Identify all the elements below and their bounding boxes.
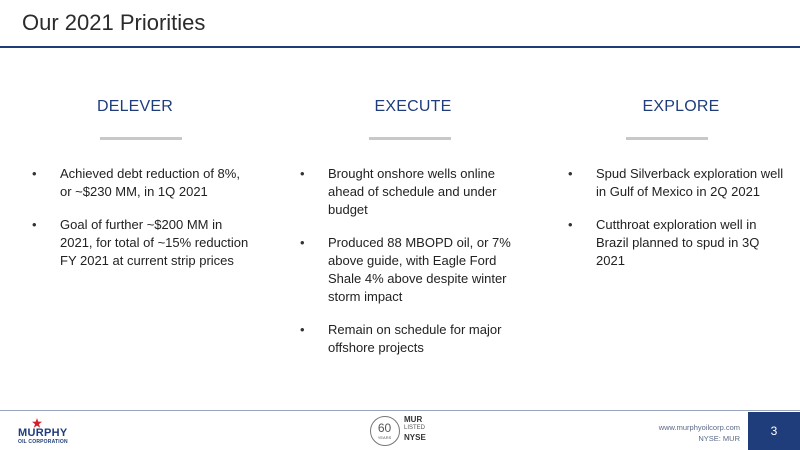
footer-ticker: NYSE: MUR: [698, 434, 740, 443]
seal-listed: LISTED: [404, 425, 426, 431]
logo-subtext: OIL CORPORATION: [18, 439, 68, 445]
logo-wordmark: MURPHY: [18, 427, 68, 439]
anniversary-badge: [370, 416, 400, 446]
bullet-list: [566, 165, 786, 285]
bullet-item: • Spud Silverback exploration well in Gulf of Mexico in 2Q 2021: [566, 165, 786, 201]
heading-underline: [100, 137, 182, 140]
bullet-item: • Remain on schedule for major offshore projects: [298, 321, 518, 357]
column-heading: EXPLORE: [642, 98, 720, 115]
heading-underline: [626, 137, 708, 140]
seal-exchange: NYSE: [404, 433, 426, 442]
murphy-logo: [18, 418, 78, 444]
nyse-listing-seal: [370, 414, 432, 448]
column-heading: DELEVER: [96, 98, 174, 115]
heading-underline: [369, 137, 451, 140]
bullet-item: • Brought onshore wells online ahead of schedule and under budget: [298, 165, 518, 219]
anniversary-number: 60: [377, 421, 392, 435]
page-number: 3: [770, 424, 778, 438]
bullet-item: • Goal of further ~$200 MM in 2021, for total of ~15% reduction FY 2021 at current strip prices: [30, 216, 250, 270]
bullet-item: • Achieved debt reduction of 8%, or ~$230 MM, in 1Q 2021: [30, 165, 250, 201]
anniversary-years-label: YEARS: [377, 435, 392, 440]
bullet-list: [298, 165, 518, 372]
slide-title: Our 2021 Priorities: [22, 10, 206, 35]
column-heading: EXECUTE: [374, 98, 452, 115]
bullet-list: [30, 165, 250, 285]
bullet-item: • Produced 88 MBOPD oil, or 7% above guide, with Eagle Ford Shale 4% above despite winter storm impact: [298, 234, 518, 306]
page-number-box: [748, 412, 800, 450]
footer-url: www.murphyoilcorp.com: [658, 423, 740, 432]
seal-ticker: MUR: [404, 415, 423, 424]
title-divider: [0, 46, 800, 48]
bullet-item: • Cutthroat exploration well in Brazil planned to spud in 3Q 2021: [566, 216, 786, 270]
footer-divider: [0, 410, 800, 411]
